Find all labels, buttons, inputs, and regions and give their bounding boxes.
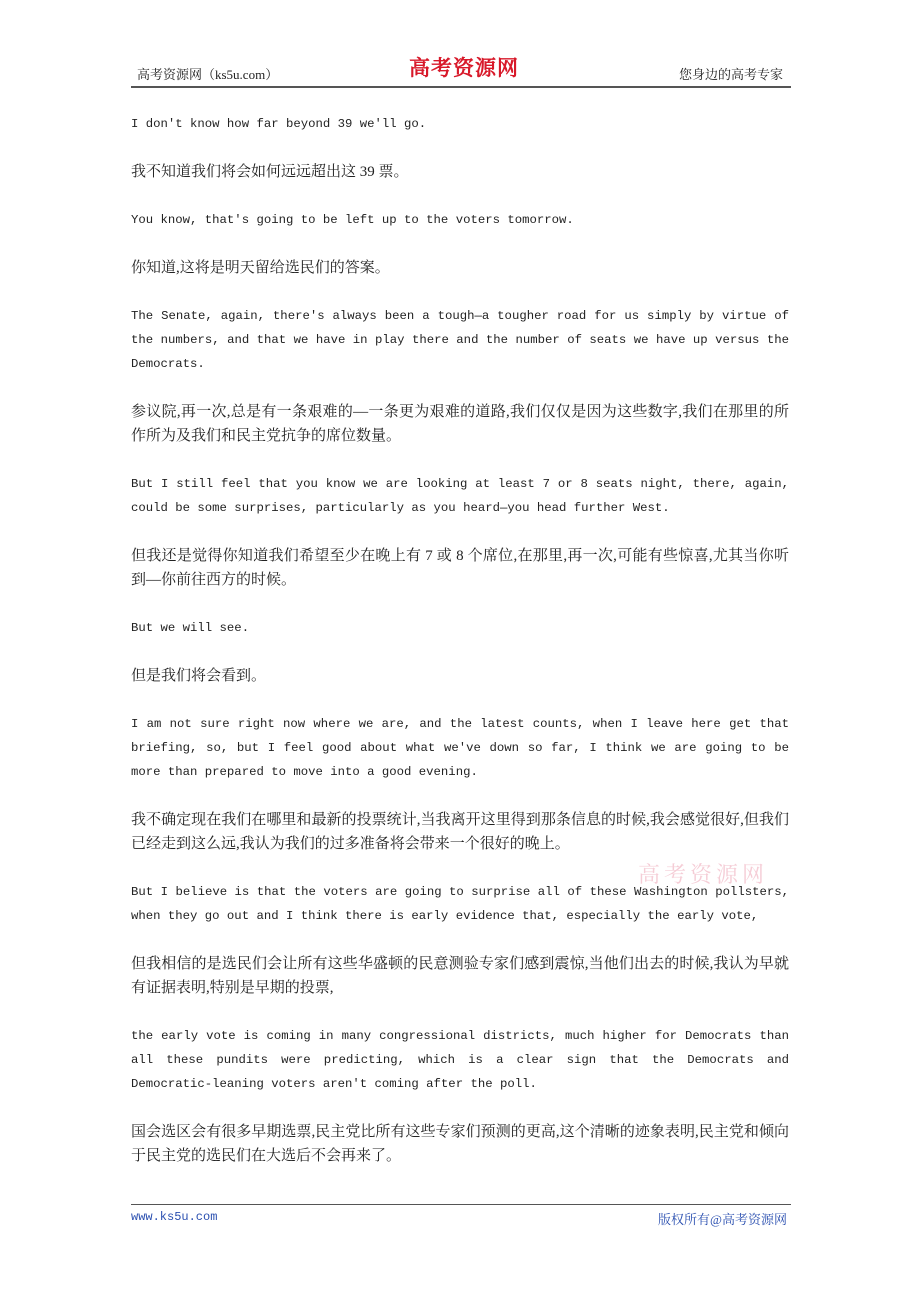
chinese-paragraph: 参议院,再一次,总是有一条艰难的—一条更为艰难的道路,我们仅仅是因为这些数字,我们在那里的所作所为及我们和民主党抗争的席位数量。 (131, 404, 789, 444)
header-site-name: 高考资源网（ks5u.com） (137, 67, 279, 82)
footer-copyright: 版权所有@高考资源网 (658, 1212, 787, 1227)
english-paragraph: I am not sure right now where we are, and the latest counts, when I leave here get that briefing, so, but I feel good about what we've down so far, I think we are going to be more than prepared to move into a good evening. (131, 717, 789, 779)
chinese-paragraph: 但我还是觉得你知道我们希望至少在晚上有 7 或 8 个席位,在那里,再一次,可能有些惊喜,尤其当你听到—你前往西方的时候。 (131, 548, 789, 588)
page-header (131, 52, 791, 88)
chinese-paragraph: 但是我们将会看到。 (131, 668, 267, 684)
english-paragraph: You know, that's going to be left up to the voters tomorrow. (131, 213, 574, 227)
footer-url-link[interactable]: www.ks5u.com (131, 1210, 218, 1224)
chinese-paragraph: 你知道,这将是明天留给选民们的答案。 (131, 260, 390, 276)
chinese-paragraph: 国会选区会有很多早期选票,民主党比所有这些专家们预测的更高,这个清晰的迹象表明,民主党和倾向于民主党的选民们在大选后不会再来了。 (131, 1124, 789, 1164)
english-paragraph: The Senate, again, there's always been a tough—a tougher road for us simply by virtue of the numbers, and that we have in play there and the number of seats we have up versus the Democrats. (131, 309, 789, 371)
watermark: 高考资源网 (638, 862, 769, 887)
english-paragraph: the early vote is coming in many congressional districts, much higher for Democrats than all these pundits were predicting, which is a clear sign that the Democrats and Democratic-leaning voters aren't coming after the poll. (131, 1029, 789, 1091)
chinese-paragraph: 但我相信的是选民们会让所有这些华盛顿的民意测验专家们感到震惊,当他们出去的时候,我认为早就有证据表明,特别是早期的投票, (131, 956, 789, 996)
header-slogan: 您身边的高考专家 (678, 67, 783, 82)
english-paragraph: But we will see. (131, 621, 250, 635)
page-footer (131, 1204, 791, 1227)
site-logo: 高考资源网 (409, 55, 519, 80)
english-paragraph: But I believe is that the voters are going to surprise all of these Washington pollsters, when they go out and I think there is early evidence that, especially the early vote, (131, 885, 789, 923)
chinese-paragraph: 我不确定现在我们在哪里和最新的投票统计,当我离开这里得到那条信息的时候,我会感觉很好,但我们已经走到这么远,我认为我们的过多准备将会带来一个很好的晚上。 (131, 812, 789, 852)
document-body (131, 112, 789, 1192)
chinese-paragraph: 我不知道我们将会如何远远超出这 39 票。 (131, 164, 409, 180)
english-paragraph: But I still feel that you know we are looking at least 7 or 8 seats night, there, again, could be some surprises, particularly as you heard—you head further West. (131, 477, 789, 515)
english-paragraph: I don't know how far beyond 39 we'll go. (131, 117, 427, 131)
